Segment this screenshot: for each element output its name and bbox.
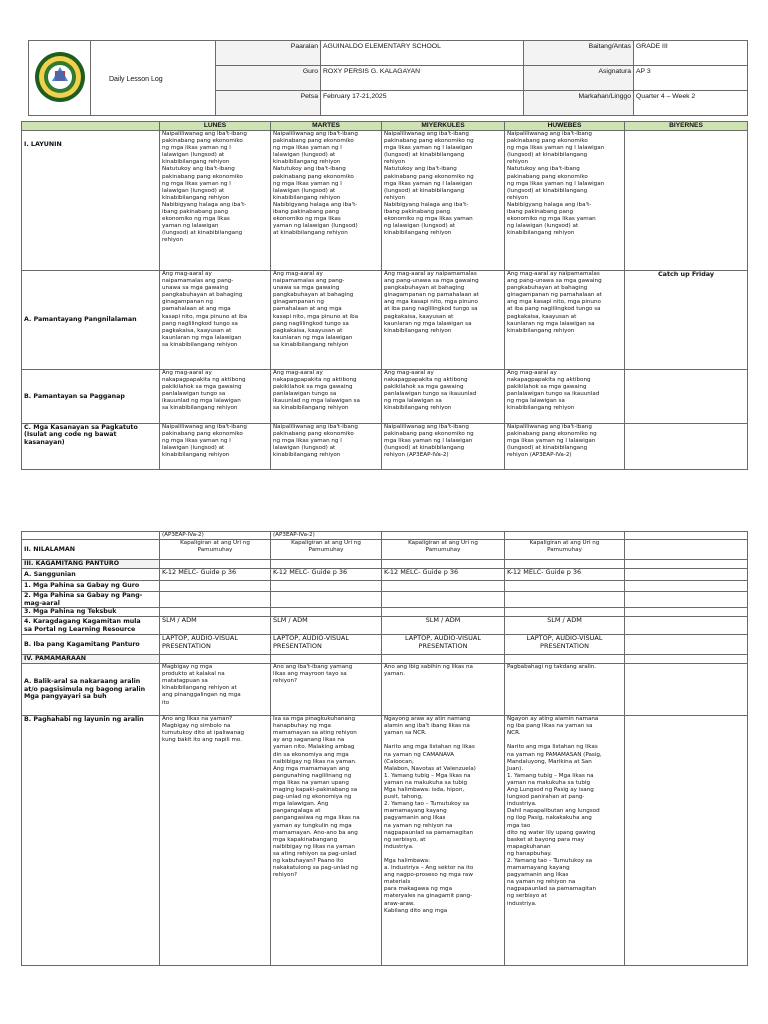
cell-iba-mon: LAPTOP, AUDIO-VISUAL PRESENTATION: [160, 635, 271, 655]
cell-pamamaraan-mon: [160, 655, 271, 664]
cell-nilalaman-fri: [625, 540, 748, 560]
cell-pagganap-mon: Ang mag-aaral ay nakapagpapakita ng aktibong pakikilahok sa mga gawaing panlalawigan tungo sa ikauunlad ng mga lalawigan sa kinabibilangang rehiyon: [160, 370, 271, 424]
cell-mag-aaral-thu: [505, 592, 625, 608]
cell-layunin-tue: Naipaliliwanag ang iba't-ibang pakinabang pang ekonomiko ng mga likas yaman ng l lalawigan (lungsod) at kinabibilangang rehiyon Natutukoy ang iba't-ibang pakinabang pang ekonomiko ng mga likas yaman ng l lalawigan (lungsod) at kinabibilangang rehiyon Nabibigyang halaga ang iba't- ibang pakinabang pang ekonomiko ng mga likas yaman ng lalawigan (lungsod) at kinabibilangang rehiyon: [271, 131, 382, 271]
cell-balik-aral-fri: [625, 664, 748, 716]
cell-kasanayan-wed: Naipaliliwanag ang iba't-ibang pakinabang pang ekonomiko ng mga likas yaman ng l lalawigan (lungsod) at kinabibilangang rehiyon (AP3EAP-IVa-2): [382, 424, 505, 470]
cell-pamamaraan-fri: [625, 655, 748, 664]
row-label-gabay-ng-guro: 1. Mga Pahina sa Gabay ng Guro: [22, 581, 160, 592]
cell-kasanayan-fri: [625, 424, 748, 470]
school-label: Paaralan: [216, 41, 321, 66]
cell-teksbuk-mon: [160, 608, 271, 617]
row-label-learning-resource: 4. Karagdagang Kagamitan mula sa Portal ng Learning Resource: [22, 617, 160, 635]
cell-sanggunian-mon: K-12 MELC- Guide p 36: [160, 569, 271, 581]
row-label-pamantayang-pangnilalaman: A. Pamantayang Pangnilalaman: [22, 271, 160, 370]
cell-code-tue: (AP3EAP-IVa-2): [271, 532, 382, 540]
cell-code-fri: [625, 532, 748, 540]
cell-balik-aral-wed: Ano ang ibig sabihin ng likas na yaman.: [382, 664, 505, 716]
day-header-monday: LUNES: [160, 122, 271, 131]
cell-pamamaraan-wed: [382, 655, 505, 664]
table-row: [22, 608, 748, 617]
row-label-sanggunian: A. Sanggunian: [22, 569, 160, 581]
table-row: [22, 370, 748, 424]
cell-pagganap-fri: [625, 370, 748, 424]
day-header-friday: BIYERNES: [625, 122, 748, 131]
cell-kasanayan-thu: Naipaliliwanag ang iba't-ibang pakinabang pang ekonomiko ng mga likas yaman ng l lalawigan (lungsod) at kinabibilangang rehiyon (AP3EAP-IVa-2): [505, 424, 625, 470]
row-label-iba-pang-kagamitan: B. Iba pang Kagamitang Panturo: [22, 635, 160, 655]
row-label-continued: [22, 532, 160, 540]
cell-guro-wed: [382, 581, 505, 592]
cell-paghahabi-thu: Ngayon ay ating alamin namana ng iba pang likas na yaman sa NCR. Narito ang mga listahan ng likas na yaman ng PAMAMASAN (Pasig, Mandaluyong, Marikina at San Juan). 1. Yamang tubig – Mga likas na yaman na makukuha sa tubig Ang Lungsod ng Pasig ay isang lungsod panirahan at pang- industriya. Dahil napapalibutan ang lungsod ng ilog Pasig, nakakakuha ang mga tao dito ng water lily upang gawing basket at bayong para may mapagkuhanan ng hanapbuhay. 2. Yamang tao – Tumutukoy sa mamamayang kayang pagyamanin ang likas na yaman ng rehiyon na nagpapaunlad sa pamamagitan ng serbisyo at industriya.: [505, 716, 625, 966]
grade-value: GRADE III: [634, 41, 748, 66]
cell-layunin-wed: Naipaliliwanag ang iba't-ibang pakinabang pang ekonomiko ng mga likas yaman ng l lalawigan (lungsod) at kinabibilangang rehiyon Natutukoy ang iba't-ibang pakinabang pang ekonomiko ng mga likas yaman ng l lalawigan (lungsod) at kinabibilangang rehiyon Nabibigyang halaga ang iba't- ibang pakinabang pang ekonomiko ng mga likas yaman ng lalawigan (lungsod) at kinabibilangang rehiyon: [382, 131, 505, 271]
cell-teksbuk-tue: [271, 608, 382, 617]
cell-paghahabi-mon: Ano ang likas na yaman? Magbigay ng simbolo na tumutukoy dito at ipaliwanag kung bakit ito ang napili mo.: [160, 716, 271, 966]
table-row: [22, 581, 748, 592]
table-row: [22, 131, 748, 271]
cell-iba-tue: LAPTOP, AUDIO-VISUAL PRESENTATION: [271, 635, 382, 655]
school-seal-icon: [34, 51, 86, 103]
table-row: [22, 592, 748, 608]
cell-guro-fri: [625, 581, 748, 592]
cell-guro-mon: [160, 581, 271, 592]
subject-label: Asignatura: [524, 66, 634, 91]
table-row: [22, 655, 748, 664]
day-header-tuesday: MARTES: [271, 122, 382, 131]
cell-mag-aaral-wed: [382, 592, 505, 608]
cell-balik-aral-thu: Pagbabahagi ng takdang aralin.: [505, 664, 625, 716]
cell-kasanayan-mon: Naipaliliwanag ang iba't-ibang pakinabang pang ekonomiko ng mga likas yaman ng l lalawigan (lungsod) at kinabibilangang rehiyon: [160, 424, 271, 470]
table-row: [22, 560, 748, 569]
table-row: [22, 271, 748, 370]
cell-paghahabi-wed: Ngayong araw ay atin namang alamin ang iba't ibang likas na yaman sa NCR. Narito ang mga listahan ng likas na yaman ng CAMANAVA (Caloocan, Malabon, Navotas at Valenzuela) 1. Yamang tubig – Mga likas na yaman na makukuha sa tubig Mga halimbawa: isda, hipon, pusit, tahong, 2. Yamang tao – Tumutukoy sa mamamayang kayang pagyamanin ang likas na yaman ng rehiyon na nagpapaunlad sa pamamagitan ng serbisyo, at industriya. Mga halimbawa: a. Industriya – Ang sektor na ito ang nagpo-proseso ng mga raw materials para makagawa ng mga materyales na ginagamit pang- araw-araw. Kabilang dito ang mga: [382, 716, 505, 966]
lesson-table-content: [21, 531, 748, 966]
cell-sanggunian-tue: K-12 MELC- Guide p 36: [271, 569, 382, 581]
row-label-nilalaman: II. NILALAMAN: [22, 540, 160, 560]
cell-layunin-fri: [625, 131, 748, 271]
cell-pangnilalaman-thu: Ang mag-aaral ay naipamamalas ang pang-unawa sa mga gawaing pangkabuhayan at bahaging ginagampanan ng pamahalaan at ang mga kasapi nito, mga pinuno at iba pang naglilingkod tungo sa pagkakaisa, kaayusan at kaunlaran ng mga lalawigan sa kinabibilangang rehiyon: [505, 271, 625, 370]
cell-pangnilalaman-tue: Ang mag-aaral ay naipamamalas ang pang- unawa sa mga gawaing pangkabuhayan at bahaging ginagampanan ng pamahalaan at ang mga kasapi nito, mga pinuno at iba pang naglilingkod tungo sa pagkakaisa, kaayusan at kaunlaran ng mga lalawigan sa kinabibilangang rehiyon: [271, 271, 382, 370]
cell-lr-wed: SLM / ADM: [382, 617, 505, 635]
cell-nilalaman-mon: Kapaligiran at ang Uri ng Pamumuhay: [160, 540, 271, 560]
cell-kagamitan-tue: [271, 560, 382, 569]
cell-pamamaraan-thu: [505, 655, 625, 664]
cell-catch-up-friday: Catch up Friday: [625, 271, 748, 370]
cell-kagamitan-fri: [625, 560, 748, 569]
cell-balik-aral-tue: Ano ang iba't-ibang yamang likas ang mayroon tayo sa rehiyon?: [271, 664, 382, 716]
cell-lr-tue: SLM / ADM: [271, 617, 382, 635]
cell-lr-fri: [625, 617, 748, 635]
cell-pangnilalaman-mon: Ang mag-aaral ay naipamamalas ang pang- unawa sa mga gawaing pangkabuhayan at bahaging ginagampanan ng pamahalaan at ang mga kasapi nito, mga pinuno at iba pang naglilingkod tungo sa pagkakaisa, kaayusan at kaunlaran ng mga lalawigan sa kinabibilangang rehiyon: [160, 271, 271, 370]
subject-value: AP 3: [634, 66, 748, 91]
cell-nilalaman-thu: Kapaligiran at ang Uri ng Pamumuhay: [505, 540, 625, 560]
cell-balik-aral-mon: Magbigay ng mga produkto at kalakal na matatagpuan sa kinabibilangang rehiyon at ang pinanggalingan ng mga ito: [160, 664, 271, 716]
table-row: [22, 540, 748, 560]
cell-guro-thu: [505, 581, 625, 592]
cell-paghahabi-tue: Isa sa mga pinagkukuhanang hanapbuhay ng mga mamamayan sa ating rehiyon ay ang saganang likas na yaman nito. Malaking ambag din sa ekonomiya ang mga naibibigay ng likas na yaman. Ang mga mamamayan ang pangunahing naglilinang ng mga likas na yaman upang maging kapaki-pakinabang sa pag-unlad ng ekonomiya ng mga lalawigan. Ang pangangalaga at pangangasiwa ng mga likas na yaman ay tungkulin ng mga mamamayan. Ano-ano ba ang mga kapakinabangang naibibigay ng likas na yaman sa ating rehiyon sa pag-unlad ng kabuhayan? Paano ito nakakatulong sa pag-unlad ng rehiyon?: [271, 716, 382, 966]
cell-kagamitan-thu: [505, 560, 625, 569]
cell-layunin-mon: Naipaliliwanag ang iba't-ibang pakinabang pang ekonomiko ng mga likas yaman ng l lalawigan (lungsod) at kinabibilangang rehiyon Natutukoy ang iba't-ibang pakinabang pang ekonomiko ng mga likas yaman ng l lalawigan (lungsod) at kinabibilangang rehiyon Nabibigyang halaga ang iba't- ibang pakinabang pang ekonomiko ng mga likas yaman ng lalawigan (lungsod) at kinabibilangang rehiyon: [160, 131, 271, 271]
quarter-label: Markahan/Linggo: [524, 91, 634, 116]
cell-sanggunian-wed: K-12 MELC- Guide p 36: [382, 569, 505, 581]
date-value: February 17-21,2025: [321, 91, 524, 116]
table-row: [22, 635, 748, 655]
cell-kagamitan-mon: [160, 560, 271, 569]
document-title: Daily Lesson Log: [91, 41, 216, 116]
table-row: [22, 569, 748, 581]
cell-pagganap-wed: Ang mag-aaral ay nakapagpapakita ng aktibong pakikilahok sa mga gawaing panlalawigan tungo sa ikauunlad ng mga lalawigan sa kinabibilangang rehiyon: [382, 370, 505, 424]
cell-kasanayan-tue: Naipaliliwanag ang iba't-ibang pakinabang pang ekonomiko ng mga likas yaman ng l lalawigan (lungsod) at kinabibilangang rehiyon: [271, 424, 382, 470]
cell-sanggunian-fri: [625, 569, 748, 581]
school-value: AGUINALDO ELEMENTARY SCHOOL: [321, 41, 524, 66]
cell-iba-wed: LAPTOP, AUDIO-VISUAL PRESENTATION: [382, 635, 505, 655]
row-label-paghahabi: B. Paghahabi ng layunin ng aralin: [22, 716, 160, 966]
cell-pamamaraan-tue: [271, 655, 382, 664]
row-label-balik-aral: A. Balik-aral sa nakaraang aralin at/o pagsisimula ng bagong aralin Mga pangyayari sa buh: [22, 664, 160, 716]
teacher-label: Guro: [216, 66, 321, 91]
cell-paghahabi-fri: [625, 716, 748, 966]
row-label-teksbuk: 3. Mga Pahina ng Teksbuk: [22, 608, 160, 617]
cell-nilalaman-tue: Kapaligiran at ang Uri ng Pamumuhay: [271, 540, 382, 560]
cell-lr-thu: SLM / ADM: [505, 617, 625, 635]
row-label-kasanayan-sa-pagkatuto: C. Mga Kasanayan sa Pagkatuto (Isulat ang code ng bawat kasanayan): [22, 424, 160, 470]
header-table: [28, 40, 748, 116]
row-label-layunin: I. LAYUNIN: [22, 131, 160, 271]
row-label-kagamitang-panturo: III. KAGAMITANG PANTURO: [22, 560, 160, 569]
cell-teksbuk-thu: [505, 608, 625, 617]
cell-iba-thu: LAPTOP, AUDIO-VISUAL PRESENTATION: [505, 635, 625, 655]
cell-mag-aaral-tue: [271, 592, 382, 608]
cell-code-thu: [505, 532, 625, 540]
table-row: [22, 617, 748, 635]
corner-header: [22, 122, 160, 131]
table-row: [22, 716, 748, 966]
cell-pangnilalaman-wed: Ang mag-aaral ay naipamamalas ang pang-unawa sa mga gawaing pangkabuhayan at bahaging ginagampanan ng pamahalaan at ang mga kasapi nito, mga pinuno at iba pang naglilingkod tungo sa pagkakaisa, kaayusan at kaunlaran ng mga lalawigan sa kinabibilangang rehiyon: [382, 271, 505, 370]
lesson-table-objectives: [21, 121, 748, 470]
cell-code-mon: (AP3EAP-IVa-2): [160, 532, 271, 540]
table-row: [22, 532, 748, 540]
row-label-pamantayan-sa-pagganap: B. Pamantayan sa Pagganap: [22, 370, 160, 424]
day-header-wednesday: MIYERKULES: [382, 122, 505, 131]
table-row: [22, 664, 748, 716]
row-label-pamamaraan: IV. PAMAMARAAN: [22, 655, 160, 664]
cell-kagamitan-wed: [382, 560, 505, 569]
cell-iba-fri: [625, 635, 748, 655]
row-label-gabay-ng-mag-aaral: 2. Mga Pahina sa Gabay ng Pang- mag-aaral: [22, 592, 160, 608]
school-seal: [29, 41, 91, 116]
cell-mag-aaral-mon: [160, 592, 271, 608]
cell-teksbuk-fri: [625, 608, 748, 617]
cell-guro-tue: [271, 581, 382, 592]
cell-lr-mon: SLM / ADM: [160, 617, 271, 635]
table-row: [22, 424, 748, 470]
cell-layunin-thu: Naipaliliwanag ang iba't-ibang pakinabang pang ekonomiko ng mga likas yaman ng l lalawigan (lungsod) at kinabibilangang rehiyon Natutukoy ang iba't-ibang pakinabang pang ekonomiko ng mga likas yaman ng l lalawigan (lungsod) at kinabibilangang rehiyon Nabibigyang halaga ang iba't- ibang pakinabang pang ekonomiko ng mga likas yaman ng lalawigan (lungsod) at kinabibilangang rehiyon: [505, 131, 625, 271]
cell-teksbuk-wed: [382, 608, 505, 617]
cell-nilalaman-wed: Kapaligiran at ang Uri ng Pamumuhay: [382, 540, 505, 560]
cell-pagganap-tue: Ang mag-aaral ay nakapagpapakita ng aktibong pakikilahok sa mga gawaing panlalawigan tungo sa ikauunlad ng mga lalawigan sa sa kinabibilangang rehiyon: [271, 370, 382, 424]
teacher-value: ROXY PERSIS G. KALAGAYAN: [321, 66, 524, 91]
cell-mag-aaral-fri: [625, 592, 748, 608]
cell-sanggunian-thu: K-12 MELC- Guide p 36: [505, 569, 625, 581]
day-header-thursday: HUWEBES: [505, 122, 625, 131]
cell-pagganap-thu: Ang mag-aaral ay nakapagpapakita ng aktibong pakikilahok sa mga gawaing panlalawigan tungo sa ikauunlad ng mga lalawigan sa kinabibilangang rehiyon: [505, 370, 625, 424]
quarter-value: Quarter 4 – Week 2: [634, 91, 748, 116]
grade-label: Baitang/Antas: [524, 41, 634, 66]
date-label: Petsa: [216, 91, 321, 116]
cell-code-wed: [382, 532, 505, 540]
